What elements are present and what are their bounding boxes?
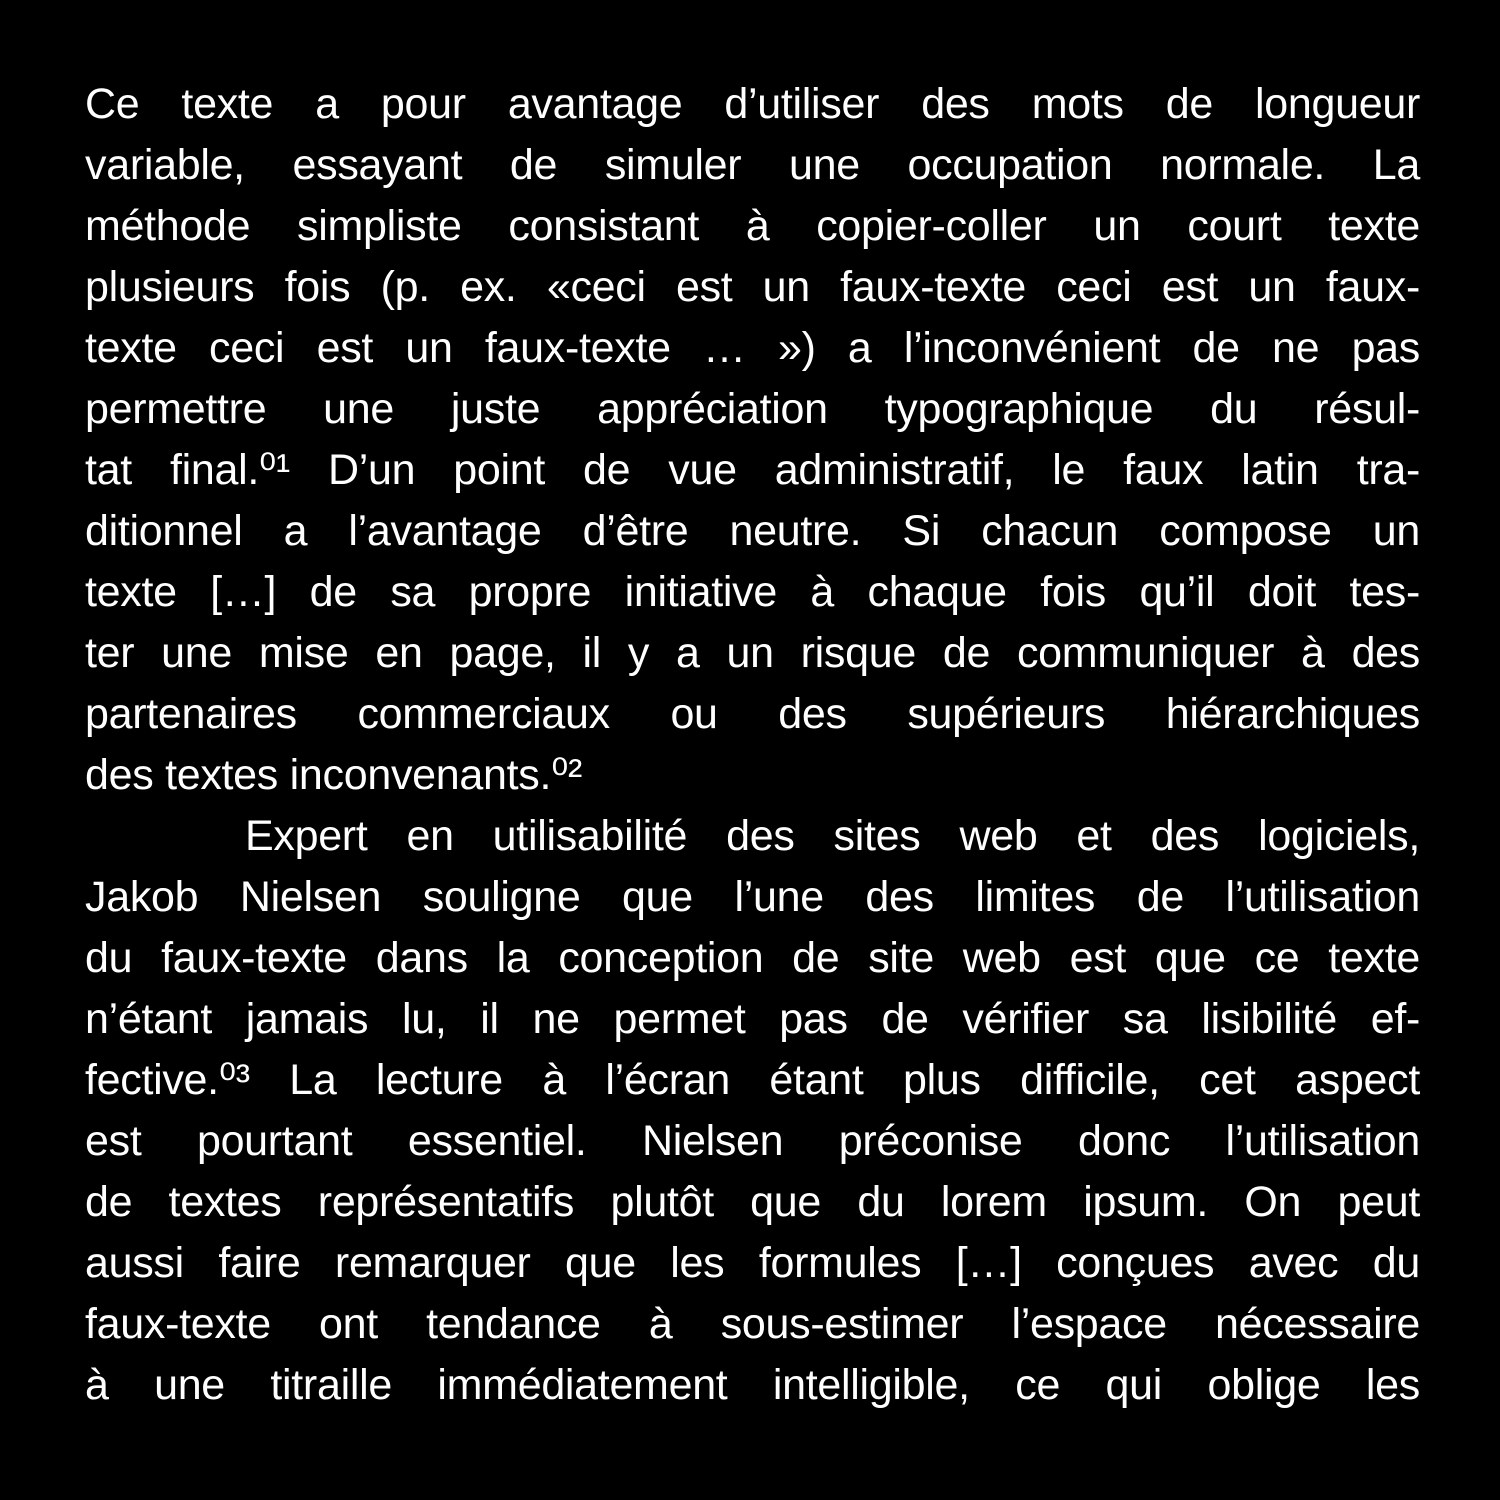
text-line: de textes représentatifs plutôt que du lorem ipsum. On peut xyxy=(85,1178,1420,1226)
text-line-footnote-01: tat final.⁰¹ D’un point de vue administratif, le faux latin tra- xyxy=(85,446,1420,494)
text-line: Ce texte a pour avantage d’utiliser des mots de longueur xyxy=(85,80,1420,128)
text-line: texte […] de sa propre initiative à chaque fois qu’il doit tes- xyxy=(85,568,1420,616)
text-line: variable, essayant de simuler une occupation normale. La xyxy=(85,141,1420,189)
text-line: texte ceci est un faux-texte … ») a l’inconvénient de ne pas xyxy=(85,324,1420,372)
text-line: Jakob Nielsen souligne que l’une des limites de l’utilisation xyxy=(85,873,1420,921)
text-block xyxy=(85,74,1420,1416)
text-line: est pourtant essentiel. Nielsen préconise donc l’utilisation xyxy=(85,1117,1420,1165)
text-line-paragraph-indent: Expert en utilisabilité des sites web et des logiciels, xyxy=(245,812,1420,860)
text-line: méthode simpliste consistant à copier-coller un court texte xyxy=(85,202,1420,250)
text-line: n’étant jamais lu, il ne permet pas de vérifier sa lisibilité ef- xyxy=(85,995,1420,1043)
text-line: partenaires commerciaux ou des supérieurs hiérarchiques xyxy=(85,690,1420,738)
paragraph-1 xyxy=(85,74,1420,806)
text-line: permettre une juste appréciation typographique du résul- xyxy=(85,385,1420,433)
text-line-footnote-03: fective.⁰³ La lecture à l’écran étant plus difficile, cet aspect xyxy=(85,1056,1420,1104)
text-line: aussi faire remarquer que les formules […] conçues avec du xyxy=(85,1239,1420,1287)
text-line: ter une mise en page, il y a un risque de communiquer à des xyxy=(85,629,1420,677)
text-line-footnote-02: des textes inconvenants.⁰² xyxy=(85,751,583,799)
text-line: à une titraille immédiatement intelligible, ce qui oblige les xyxy=(85,1361,1420,1409)
text-line: faux-texte ont tendance à sous-estimer l’espace nécessaire xyxy=(85,1300,1420,1348)
text-line: ditionnel a l’avantage d’être neutre. Si chacun compose un xyxy=(85,507,1420,555)
text-line: du faux-texte dans la conception de site web est que ce texte xyxy=(85,934,1420,982)
text-line: plusieurs fois (p. ex. «ceci est un faux-texte ceci est un faux- xyxy=(85,263,1420,311)
paragraph-2 xyxy=(85,806,1420,1416)
